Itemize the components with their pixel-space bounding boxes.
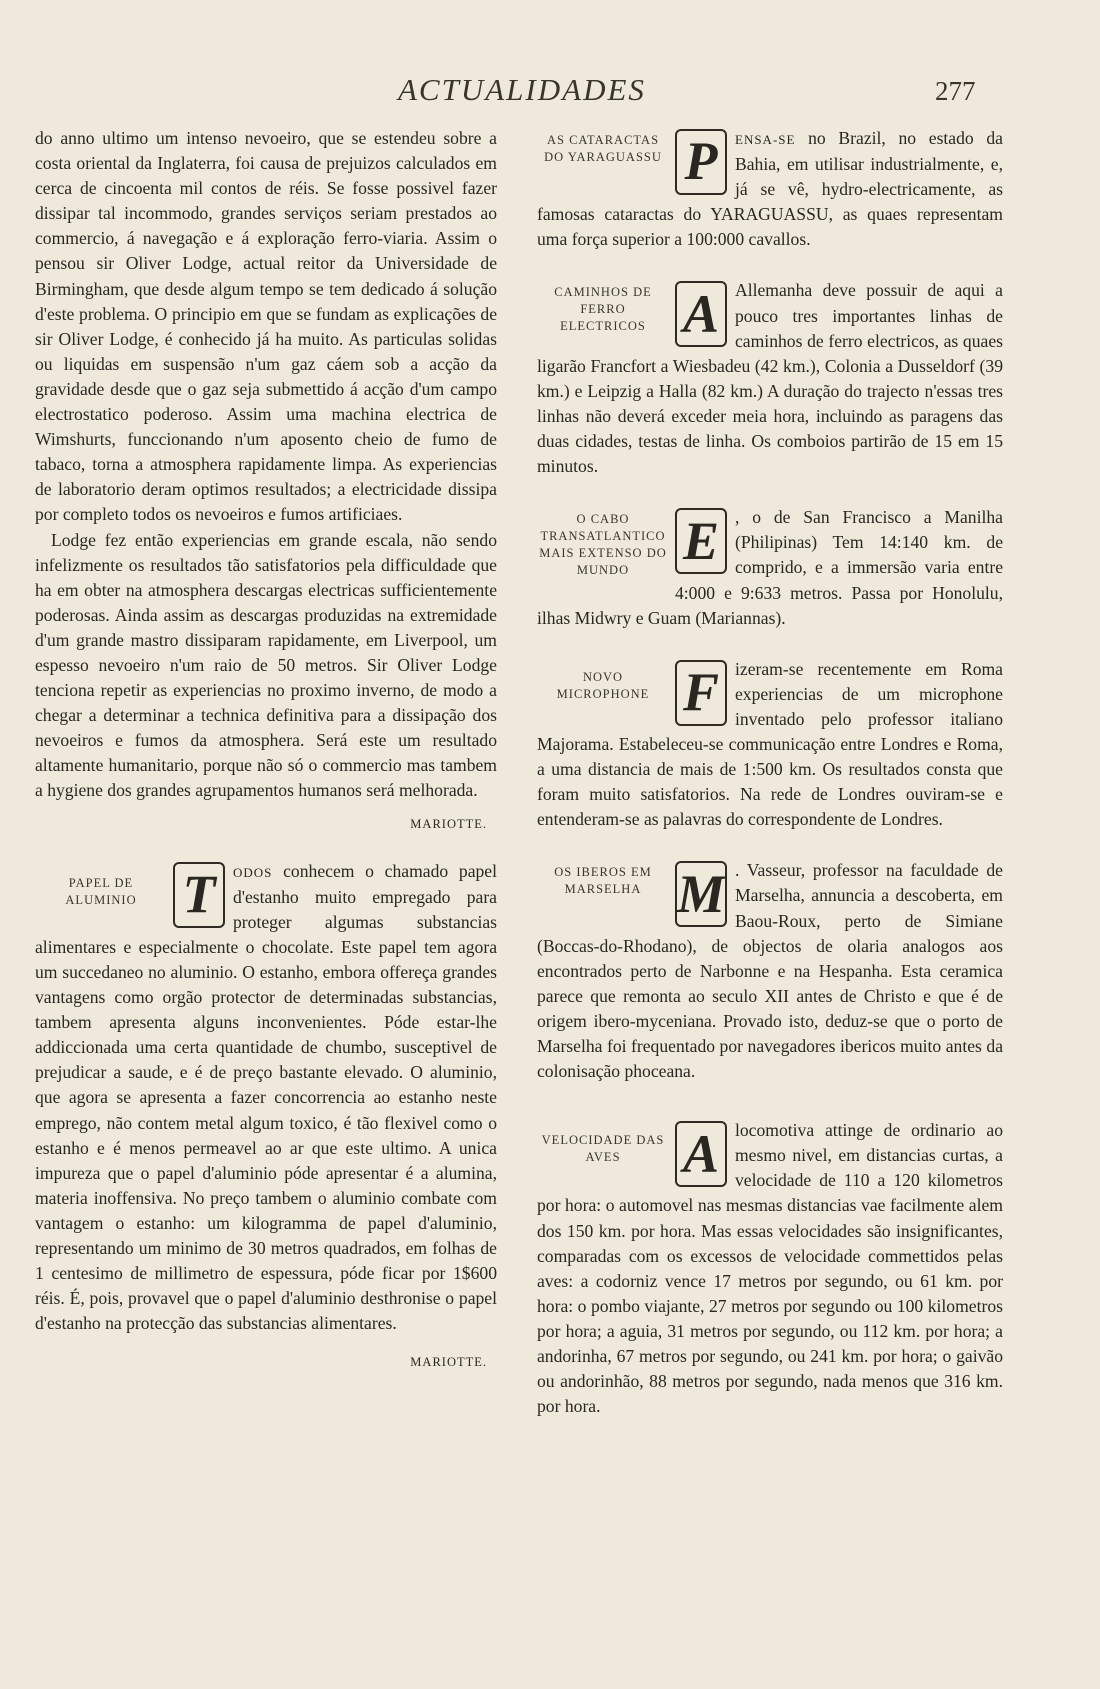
- article-sidehead: AS CATARACTAS DO YARAGUASSU: [544, 133, 662, 164]
- right-column: [537, 126, 1003, 1419]
- article-body: Allemanha deve possuir de aqui a pouco tres importantes linhas de caminhos de ferro electricos, as quaes ligarão Francfort a Wiesbadeu (42 km.), Colonia a Dusseldorf (39 km.) e Leipzig a Halla (82 km.) A duração do trajecto n'essas tres linhas não deverá exceder meia hora, incluindo as paragens das duas cidades, testas de linha. Os comboios partirão de 15 em 15 minutos.: [537, 280, 1003, 477]
- article-cataractas: [537, 126, 1003, 252]
- article-body: izeram-se recentemente em Roma experiencias de um microphone inventado pelo professor italiano Majorama. Estabeleceu-se communicação entre Londres e Roma, a uma distancia de mais de 1:500 km. Os resultados consta que foram muito satisfatorios. Na rede de Londres ouviram-se e entenderam-se as palavras do correspondente de Londres.: [537, 658, 1003, 830]
- page-title: ACTUALIDADES: [398, 72, 646, 107]
- article-text: no Brazil, no estado da Bahia, em utilisar industrialmente, e, já se vê, hydro-electricamente, as famosas cataractas do YARAGUASSU, as quaes representam uma força superior a 100:000 cavallos.: [537, 128, 1003, 250]
- spacer: [35, 837, 497, 859]
- article-body: . Vasseur, professor na faculdade de Marselha, annuncia a descoberta, em Baou-Roux, perto de Simiane (Boccas-do-Rhodano), de objectos de olaria analogos aos encontrados perto de Narbonne e na Hespanha. Esta ceramica parece que remonta ao seculo XII antes de Christo e que é de origem ibero-myceniana. Provado isto, deduz-se que o porto de Marselha foi frequentado por navegadores ibericos muito antes da colonisação phoceana.: [537, 860, 1003, 1082]
- article-text: conhecem o chamado papel d'estanho muito empregado para proteger algumas substancias alimentares e especialmente o chocolate. Este papel tem agora um succedaneo no aluminio. O estanho, embora offereça grandes vantagens como orgão protector de determinadas substancias, tambem apresenta alguns inconvenientes. Póde estar-lhe addiccionada uma certa quantidade de chumbo, susceptivel de prejudicar a saude, e é de preço bastante elevado. O aluminio, que agora se apresenta a fazer concorrencia ao estanho neste emprego, não contem metal algum toxico, é tão flexivel como o estanho e é menos permeavel ao ar que este ultimo. A unica impureza que o papel d'aluminio póde apresentar é a alumina, materia inoffensiva. No preço tambem o aluminio combate com vantagem o estanho: um kilogramma de papel d'aluminio, representando um minimo de 30 metros quadrados, em folhas de 1 centesimo de millimetro de espessura, póde ficar por 1$600 réis. É, pois, provavel que o papel d'aluminio desthronise o papel d'estanho na protecção das substancias alimentares.: [35, 860, 497, 1334]
- lead-small-caps: ODOS: [233, 864, 273, 880]
- dropcap-letter: P: [675, 129, 727, 195]
- article-body: [35, 859, 497, 1337]
- fog-article-paragraph-2: Lodge fez então experiencias em grande escala, não sendo infelizmente os resultados tão satisfatorios pela difficuldade que ha em obter na atmosphera descargas electricas sufficientemente poderosas. Ainda assim as descargas produzidas na extremidade d'um grande mastro dissiparam rapidamente, em Liverpool, um espesso nevoeiro n'um raio de 50 metros. Sir Oliver Lodge tenciona repetir as experiencias no proximo inverno, de modo a chegar a determinar a technica definitiva para a dissipação dos nevoeiros e fumos da atmosphera. Será este um resultado altamente humanitario, porque não só o commercio mas tambem a hygiene dos grandes agrupamentos humanos será melhorada.: [35, 529, 497, 801]
- spacer: [537, 1084, 1003, 1118]
- article-sidehead: PAPEL DE ALUMINIO: [65, 875, 137, 907]
- page-number: 277: [935, 76, 976, 106]
- article-velocidade: [537, 1118, 1003, 1419]
- article-sidehead: O CABO TRANSATLANTICO MAIS EXTENSO DO MUNDO: [539, 512, 667, 578]
- dropcap-letter: E: [675, 508, 727, 574]
- left-column: [35, 126, 497, 1376]
- article-papel-aluminio: [35, 859, 497, 1376]
- dropcap-letter: A: [675, 281, 727, 347]
- spacer: [537, 252, 1003, 278]
- fog-article-paragraph-1: do anno ultimo um intenso nevoeiro, que se estendeu sobre a costa oriental da Inglaterra, foi causa de prejuizos calculados em cerca de cincoenta mil contos de réis. Se fosse possivel fazer dissipar tal incommodo, grandes serviços seriam prestados ao commercio, á navegação e á exploração ferro-viaria. Assim o pensou sir Oliver Lodge, actual reitor da Universidade de Birmingham, que desde algum tempo se tem dedicado á solução d'este problema. O principio em que se fundam as explicações de sir Oliver Lodge, é conhecido já ha muito. As particulas solidas ou liquidas em suspensão n'um gaz cáem sob a acção da gravidade desde que o gaz seja submettido á acção d'um campo electrostatico poderoso. Assim uma machina electrica de Wimshurts, funccionando n'um aposento cheio de fumo de tabaco, torna a atmosphera rapidamente limpa. As experiencias de laboratorio deram optimos resultados; a electricidade dissipa por completo todos os nevoeiros e fumos artificiaes.: [35, 128, 497, 525]
- article-sidehead: VELOCIDADE DAS AVES: [541, 1133, 665, 1165]
- author-signature: MARIOTTE.: [410, 1355, 487, 1370]
- dropcap-letter: T: [173, 862, 225, 928]
- article-microphone: [537, 657, 1003, 833]
- author-signature: MARIOTTE.: [410, 816, 487, 831]
- article-sidehead: CAMINHOS DE FERRO ELECTRICOS: [554, 285, 652, 334]
- dropcap-letter: M: [675, 861, 727, 927]
- spacer: [537, 479, 1003, 505]
- spacer: [537, 832, 1003, 858]
- article-iberos: [537, 858, 1003, 1084]
- lead-small-caps: ENSA-SE: [735, 132, 796, 147]
- dropcap-letter: F: [675, 660, 727, 726]
- spacer: [537, 631, 1003, 657]
- article-body: , o de San Francisco a Manilha (Philipinas) Tem 14:140 km. de comprido, e a immersão varia entre 4:000 e 9:633 metros. Passa por Honolulu, ilhas Midwry e Guam (Mariannas).: [537, 507, 1003, 628]
- dropcap-letter: A: [675, 1121, 727, 1187]
- article-cabo: [537, 505, 1003, 630]
- article-caminhos: [537, 278, 1003, 479]
- article-body: locomotiva attinge de ordinario ao mesmo nivel, em distancias curtas, a velocidade de 110 a 120 kilometros por hora: o automovel nas mesmas distancias vae facilmente alem dos 150 km. por hora. Mas essas velocidades são insignificantes, comparadas com os excessos de velocidade commettidos pelas aves: a codorniz vence 17 metros por segundo, ou 61 km. por hora: o pombo viajante, 27 metros por segundo ou 100 kilometros por hora; a aguia, 31 metros por segundo, ou 112 km. por hora; a andorinha, 67 metros por segundo, ou 241 km. por hora; o gaivão ou andorinhão, 88 metros por segundo, nada menos que 316 km. por hora.: [537, 1120, 1003, 1417]
- article-sidehead: NOVO MICROPHONE: [556, 669, 650, 701]
- article-sidehead: OS IBEROS EM MARSELHA: [554, 865, 652, 897]
- running-head: [0, 72, 1100, 112]
